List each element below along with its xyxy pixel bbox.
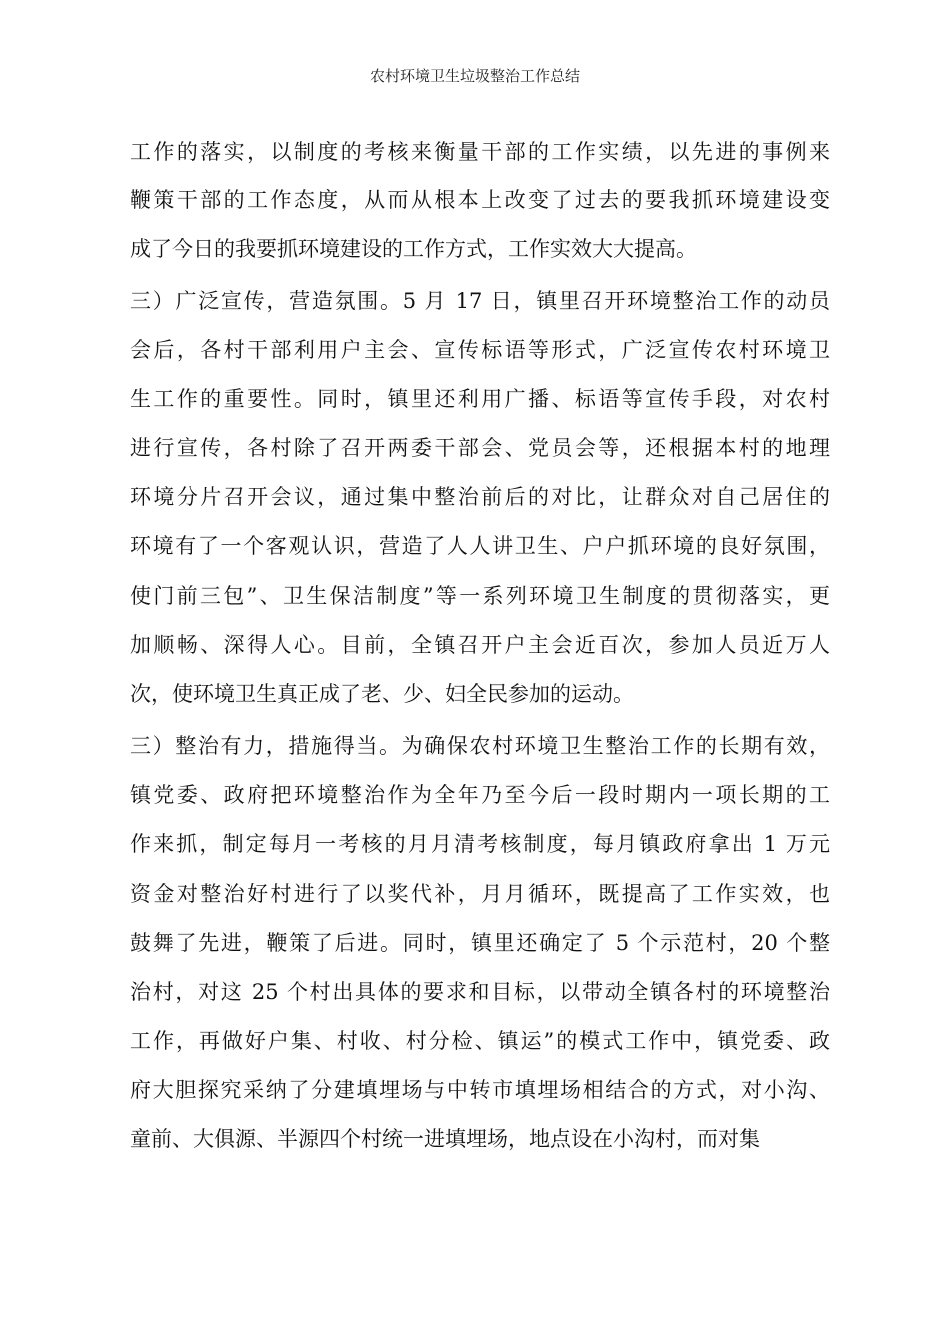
- text-line: 工作的落实，以制度的考核来衡量干部的工作实绩，以先进的事例来: [130, 140, 830, 164]
- text-line: 加顺畅、深得人心。目前，全镇召开户主会近百次，参加人员近万人: [130, 633, 830, 657]
- text-line: 镇党委、政府把环境整治作为全年乃至今后一段时期内一项长期的工: [130, 783, 830, 807]
- text-line: 三）广泛宣传，营造氛围。5 月 17 日，镇里召开环境整治工作的动员: [130, 289, 830, 313]
- text-line: 次，使环境卫生真正成了老、少、妇全民参加的运动。: [130, 682, 634, 706]
- text-line: 生工作的重要性。同时，镇里还利用广播、标语等宣传手段，对农村: [130, 387, 830, 411]
- text-line: 环境分片召开会议，通过集中整治前后的对比，让群众对自己居住的: [130, 485, 830, 509]
- text-line: 资金对整治好村进行了以奖代补，月月循环，既提高了工作实效，也: [130, 882, 830, 906]
- text-line: 环境有了一个客观认识，营造了人人讲卫生、户户抓环境的良好氛围，: [130, 534, 830, 558]
- text-line: 工作，再做好户集、村收、村分检、镇运”的模式工作中，镇党委、政: [130, 1029, 830, 1053]
- text-line: 作来抓，制定每月一考核的月月清考核制度，每月镇政府拿出 1 万元: [130, 832, 830, 856]
- page-title: 农村环境卫生垃圾整治工作总结: [369, 67, 580, 85]
- text-line: 鞭策干部的工作态度，从而从根本上改变了过去的要我抓环境建设变: [130, 188, 830, 212]
- text-line: 会后，各村干部利用户主会、宣传标语等形式，广泛宣传农村环境卫: [130, 338, 830, 362]
- text-line: 三）整治有力，措施得当。为确保农村环境卫生整治工作的长期有效，: [130, 734, 830, 758]
- text-line: 童前、大俱源、半源四个村统一进填埋场，地点设在小沟村，而对集: [130, 1127, 760, 1151]
- text-line: 府大胆探究采纳了分建填埋场与中转市填埋场相结合的方式，对小沟、: [130, 1078, 830, 1102]
- text-line: 使门前三包”、卫生保洁制度”等一系列环境卫生制度的贯彻落实，更: [130, 584, 830, 608]
- text-line: 鼓舞了先进，鞭策了后进。同时，镇里还确定了 5 个示范村，20 个整: [130, 931, 830, 955]
- text-line: 进行宣传，各村除了召开两委干部会、党员会等，还根据本村的地理: [130, 436, 830, 460]
- text-line: 治村，对这 25 个村出具体的要求和目标，以带动全镇各村的环境整治: [130, 980, 830, 1004]
- text-line: 成了今日的我要抓环境建设的工作方式，工作实效大大提高。: [130, 237, 697, 261]
